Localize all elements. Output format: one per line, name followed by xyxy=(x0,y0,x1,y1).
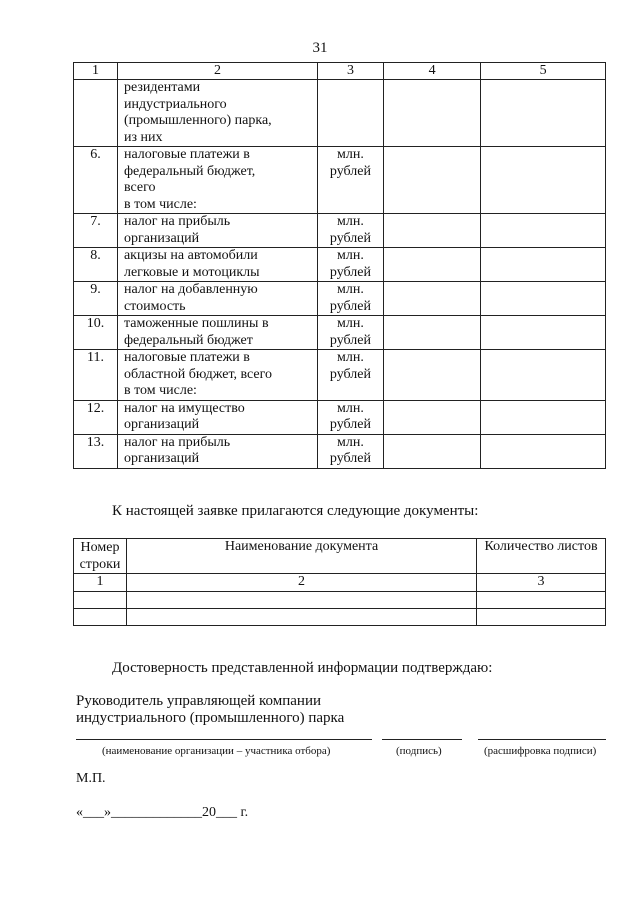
indicator-name-line: налог на прибыль xyxy=(123,214,231,229)
value-cell xyxy=(383,248,480,282)
row-number: 13. xyxy=(74,434,118,468)
table-row xyxy=(74,80,606,147)
row-number: 8. xyxy=(74,248,118,282)
doc-empty-cell xyxy=(127,608,477,625)
doc-pages-header: Количество листов xyxy=(477,539,606,574)
indicator-name-line: в том числе: xyxy=(123,196,197,212)
unit-line: млн. xyxy=(337,316,364,331)
doc-empty-cell xyxy=(127,591,477,608)
value-cell xyxy=(481,214,606,248)
indicators-table xyxy=(73,62,606,469)
unit-line: рублей xyxy=(329,230,372,246)
documents-empty-row xyxy=(74,608,606,625)
table-row xyxy=(74,214,606,248)
confirmation-text: Достоверность представленной информации подтверждаю: xyxy=(112,660,493,676)
value-cell xyxy=(481,434,606,468)
stamp-place-label: М.П. xyxy=(76,771,106,786)
unit-cell xyxy=(317,434,383,468)
header-cell-1: 1 xyxy=(74,63,118,80)
doc-index-1: 1 xyxy=(74,574,127,592)
doc-index-2: 2 xyxy=(127,574,477,592)
table-row xyxy=(74,282,606,316)
signature-decode-label: (расшифровка подписи) xyxy=(484,745,597,757)
unit-line: рублей xyxy=(329,417,372,432)
indicator-name xyxy=(117,147,317,214)
unit-line: млн. xyxy=(337,214,364,229)
value-cell xyxy=(481,80,606,147)
table-row xyxy=(74,350,606,401)
indicator-name-line: налоговые платежи в xyxy=(123,350,250,365)
unit-cell xyxy=(317,147,383,214)
value-cell xyxy=(383,282,480,316)
indicator-name-line: организаций xyxy=(123,451,200,466)
unit-line: рублей xyxy=(329,264,372,280)
doc-empty-cell xyxy=(477,608,606,625)
value-cell xyxy=(383,214,480,248)
doc-empty-cell xyxy=(477,591,606,608)
unit-cell xyxy=(317,350,383,401)
row-number: 6. xyxy=(74,147,118,214)
value-cell xyxy=(481,316,606,350)
value-cell xyxy=(383,400,480,434)
indicator-name-line: индустриального xyxy=(123,96,227,112)
table-row xyxy=(74,248,606,282)
header-cell-4: 4 xyxy=(383,63,480,80)
org-name-label: (наименование организации – участника отбора) xyxy=(102,745,331,757)
unit-cell xyxy=(317,316,383,350)
unit-line: рублей xyxy=(329,451,372,466)
value-cell xyxy=(383,80,480,147)
indicator-name xyxy=(117,434,317,468)
unit-line: млн. xyxy=(337,350,364,365)
unit-cell xyxy=(317,400,383,434)
signature-label: (подпись) xyxy=(396,745,442,757)
documents-empty-row xyxy=(74,591,606,608)
indicator-name-line: (промышленного) парка, xyxy=(123,113,272,128)
indicator-name-line: федеральный бюджет, xyxy=(123,163,256,179)
indicator-name xyxy=(117,248,317,282)
indicator-name-line: резидентами xyxy=(123,80,201,95)
indicator-name xyxy=(117,400,317,434)
indicator-name-line: федеральный бюджет xyxy=(123,332,253,348)
unit-cell xyxy=(317,214,383,248)
value-cell xyxy=(481,282,606,316)
unit-cell xyxy=(317,80,383,147)
indicator-name-line: стоимость xyxy=(123,298,186,314)
value-cell xyxy=(481,248,606,282)
row-number xyxy=(74,80,118,147)
table-row xyxy=(74,434,606,468)
indicator-name-line: легковые и мотоциклы xyxy=(123,264,260,280)
header-cell-3: 3 xyxy=(317,63,383,80)
indicator-name-line: таможенные пошлины в xyxy=(123,316,269,331)
unit-line: рублей xyxy=(329,366,372,382)
value-cell xyxy=(481,400,606,434)
row-number: 9. xyxy=(74,282,118,316)
indicator-name xyxy=(117,214,317,248)
documents-table xyxy=(73,538,606,626)
unit-line: рублей xyxy=(329,163,372,179)
documents-header-row xyxy=(74,539,606,574)
indicator-name-line: всего xyxy=(123,180,156,195)
indicator-name-line: организаций xyxy=(123,417,200,432)
header-cell-5: 5 xyxy=(481,63,606,80)
header-cell-2: 2 xyxy=(117,63,317,80)
indicator-name-line: в том числе: xyxy=(123,383,197,398)
table-row xyxy=(74,147,606,214)
doc-number-header-line2: строки xyxy=(79,557,121,572)
row-number: 11. xyxy=(74,350,118,401)
documents-index-row xyxy=(74,574,606,592)
table-header-row xyxy=(74,63,606,80)
unit-line: млн. xyxy=(337,248,364,263)
indicator-name-line: налог на прибыль xyxy=(123,434,231,450)
row-number: 12. xyxy=(74,400,118,434)
unit-line: рублей xyxy=(329,332,372,348)
attachments-intro: К настоящей заявке прилагаются следующие документы: xyxy=(112,503,479,519)
unit-cell xyxy=(317,282,383,316)
indicators-table-body xyxy=(74,63,606,469)
unit-cell xyxy=(317,248,383,282)
indicator-name-line: организаций xyxy=(123,230,200,246)
indicator-name xyxy=(117,350,317,401)
doc-empty-cell xyxy=(74,608,127,625)
table-row xyxy=(74,400,606,434)
value-cell xyxy=(383,434,480,468)
indicator-name-line: из них xyxy=(123,129,163,145)
value-cell xyxy=(481,147,606,214)
value-cell xyxy=(383,350,480,401)
indicator-name xyxy=(117,80,317,147)
value-cell xyxy=(481,350,606,401)
indicator-name-line: областной бюджет, всего xyxy=(123,366,273,382)
org-name-line xyxy=(76,739,372,740)
unit-line: млн. xyxy=(337,400,364,416)
doc-index-3: 3 xyxy=(477,574,606,592)
doc-number-header-line1: Номер xyxy=(80,540,120,555)
page-number: 31 xyxy=(312,40,328,56)
unit-line: рублей xyxy=(329,298,372,314)
indicator-name xyxy=(117,282,317,316)
unit-line: млн. xyxy=(337,147,364,162)
indicator-name-line: налог на имущество xyxy=(123,400,245,416)
indicator-name-line: налоговые платежи в xyxy=(123,147,250,162)
date-line: «___»_____________20___ г. xyxy=(76,805,249,820)
row-number: 10. xyxy=(74,316,118,350)
row-number: 7. xyxy=(74,214,118,248)
doc-number-header xyxy=(74,539,127,574)
unit-line: млн. xyxy=(337,282,364,297)
doc-name-header: Наименование документа xyxy=(127,539,477,574)
unit-line: млн. xyxy=(337,434,364,450)
indicator-name-line: налог на добавленную xyxy=(123,282,258,297)
doc-empty-cell xyxy=(74,591,127,608)
head-title-line1: Руководитель управляющей компании xyxy=(76,693,322,709)
head-title-line2: индустриального (промышленного) парка xyxy=(76,710,345,726)
value-cell xyxy=(383,147,480,214)
indicator-name-line: акцизы на автомобили xyxy=(123,248,258,263)
signature-decode-line xyxy=(478,739,606,740)
table-row xyxy=(74,316,606,350)
value-cell xyxy=(383,316,480,350)
signature-line xyxy=(382,739,462,740)
indicator-name xyxy=(117,316,317,350)
